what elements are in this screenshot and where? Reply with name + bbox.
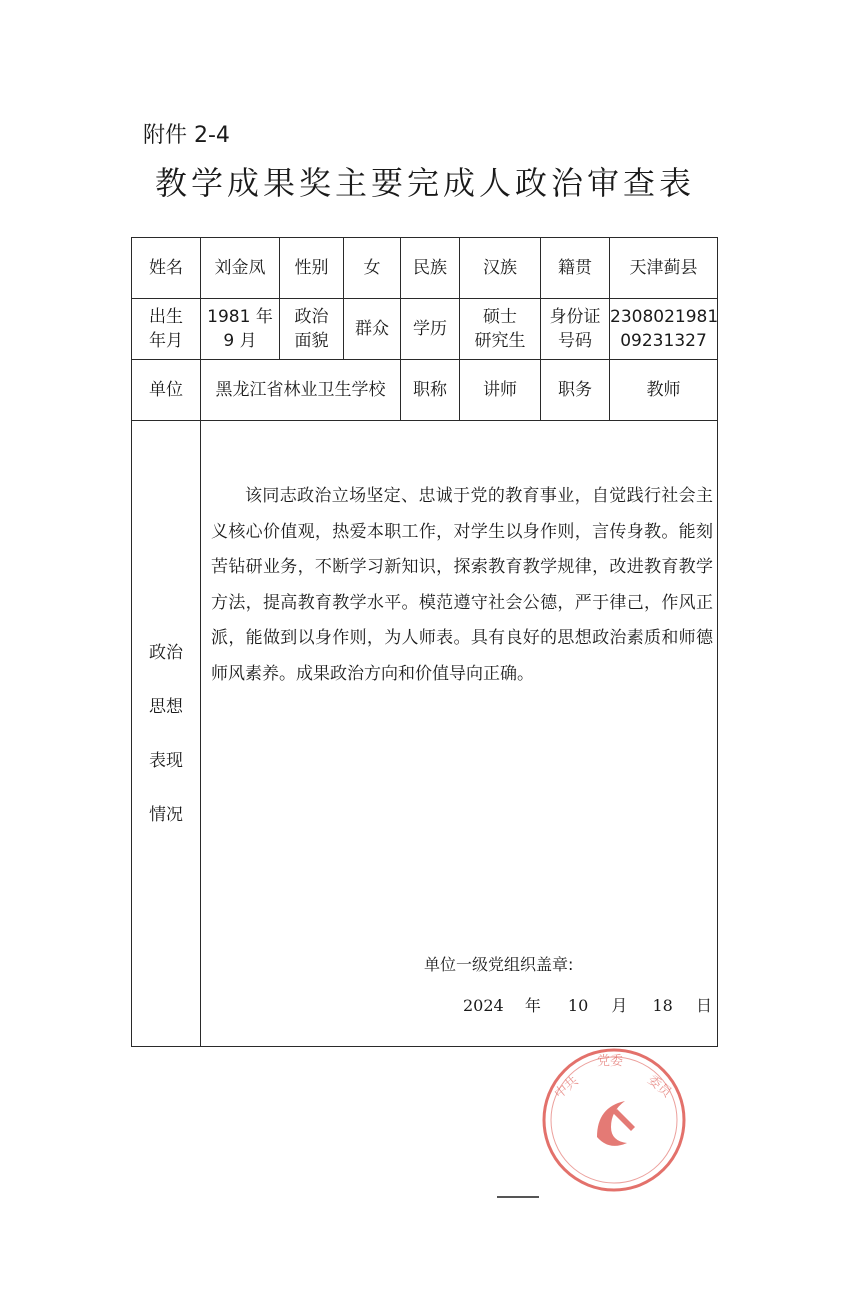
table-row xyxy=(132,421,718,1047)
ethnicity-value: 汉族 xyxy=(460,238,541,299)
date-day: 18 xyxy=(652,996,673,1015)
review-form-table xyxy=(131,237,719,1103)
seal-label: 单位一级党组织盖章: xyxy=(424,955,574,974)
date-month: 10 xyxy=(567,996,589,1015)
table-row xyxy=(132,360,718,421)
party-seal-stamp xyxy=(539,1045,689,1195)
ethnicity-label: 民族 xyxy=(401,238,460,299)
origin-value: 天津蓟县 xyxy=(610,238,718,299)
unit-value: 黑龙江省林业卫生学校 xyxy=(201,360,401,421)
political-label xyxy=(280,299,344,360)
opinion-cell xyxy=(201,421,718,1103)
table-row xyxy=(132,299,718,360)
section-label-line1: 政治 xyxy=(149,642,183,663)
birth-value xyxy=(201,299,280,360)
birth-value-line1: 1981 年 xyxy=(207,307,273,327)
id-label-line1: 身份证 xyxy=(549,307,601,327)
section-label-line3: 表现 xyxy=(149,750,183,771)
id-label xyxy=(541,299,610,360)
position-label: 职务 xyxy=(541,360,610,421)
political-value: 群众 xyxy=(344,299,401,360)
education-value-line1: 硕士 xyxy=(483,307,517,327)
id-value xyxy=(610,299,718,360)
position-value: 教师 xyxy=(610,360,718,421)
date-day-unit: 日 xyxy=(695,996,712,1015)
table-row xyxy=(132,238,718,299)
id-label-line2: 号码 xyxy=(558,331,592,351)
id-value-line1: 2308021981 xyxy=(610,307,719,327)
date-year: 2024 xyxy=(463,996,504,1015)
section-label-line4: 情况 xyxy=(149,804,183,825)
date-year-unit: 年 xyxy=(524,996,541,1015)
unit-label: 单位 xyxy=(132,360,201,421)
footer-divider xyxy=(497,1196,539,1198)
svg-text:委员: 委员 xyxy=(644,1072,674,1101)
gender-label: 性别 xyxy=(280,238,344,299)
political-label-line2: 面貌 xyxy=(294,331,329,351)
section-label-line2: 思想 xyxy=(149,696,183,717)
education-label: 学历 xyxy=(401,299,460,360)
date-month-unit: 月 xyxy=(611,996,628,1015)
name-value: 刘金凤 xyxy=(201,238,280,299)
birth-value-line2: 9 月 xyxy=(223,331,257,351)
gender-value: 女 xyxy=(344,238,401,299)
attachment-label: 附件 2-4 xyxy=(143,123,230,148)
political-label-line1: 政治 xyxy=(294,307,329,327)
id-value-line2: 09231327 xyxy=(620,331,707,351)
section-label xyxy=(132,421,201,1047)
birth-label xyxy=(132,299,201,360)
svg-text:党委: 党委 xyxy=(597,1054,624,1069)
education-value-line2: 研究生 xyxy=(474,331,526,351)
job-title-label: 职称 xyxy=(401,360,460,421)
birth-label-line1: 出生 xyxy=(149,307,183,327)
origin-label: 籍贯 xyxy=(541,238,610,299)
sign-date xyxy=(463,994,712,1018)
opinion-text: 该同志政治立场坚定、忠诚于党的教育事业，自觉践行社会主义核心价值观，热爱本职工作，对学生以身作则，言传身教。能刻苦钻研业务，不断学习新知识，探索教育教学规律，改进教育教学方法，提高教育教学水平。模范遵守社会公德，严于律己，作风正派，能做到以身作则，为人师表。具有良好的思想政治素质和师德师风素养。成果政治方向和价值导向正确。 xyxy=(211,486,713,684)
svg-text:中共: 中共 xyxy=(551,1073,582,1103)
birth-label-line2: 年月 xyxy=(149,331,183,351)
job-title-value: 讲师 xyxy=(460,360,541,421)
hammer-sickle-icon xyxy=(597,1101,635,1146)
education-value xyxy=(460,299,541,360)
page-title: 教学成果奖主要完成人政治审查表 xyxy=(154,164,695,202)
name-label: 姓名 xyxy=(132,238,201,299)
